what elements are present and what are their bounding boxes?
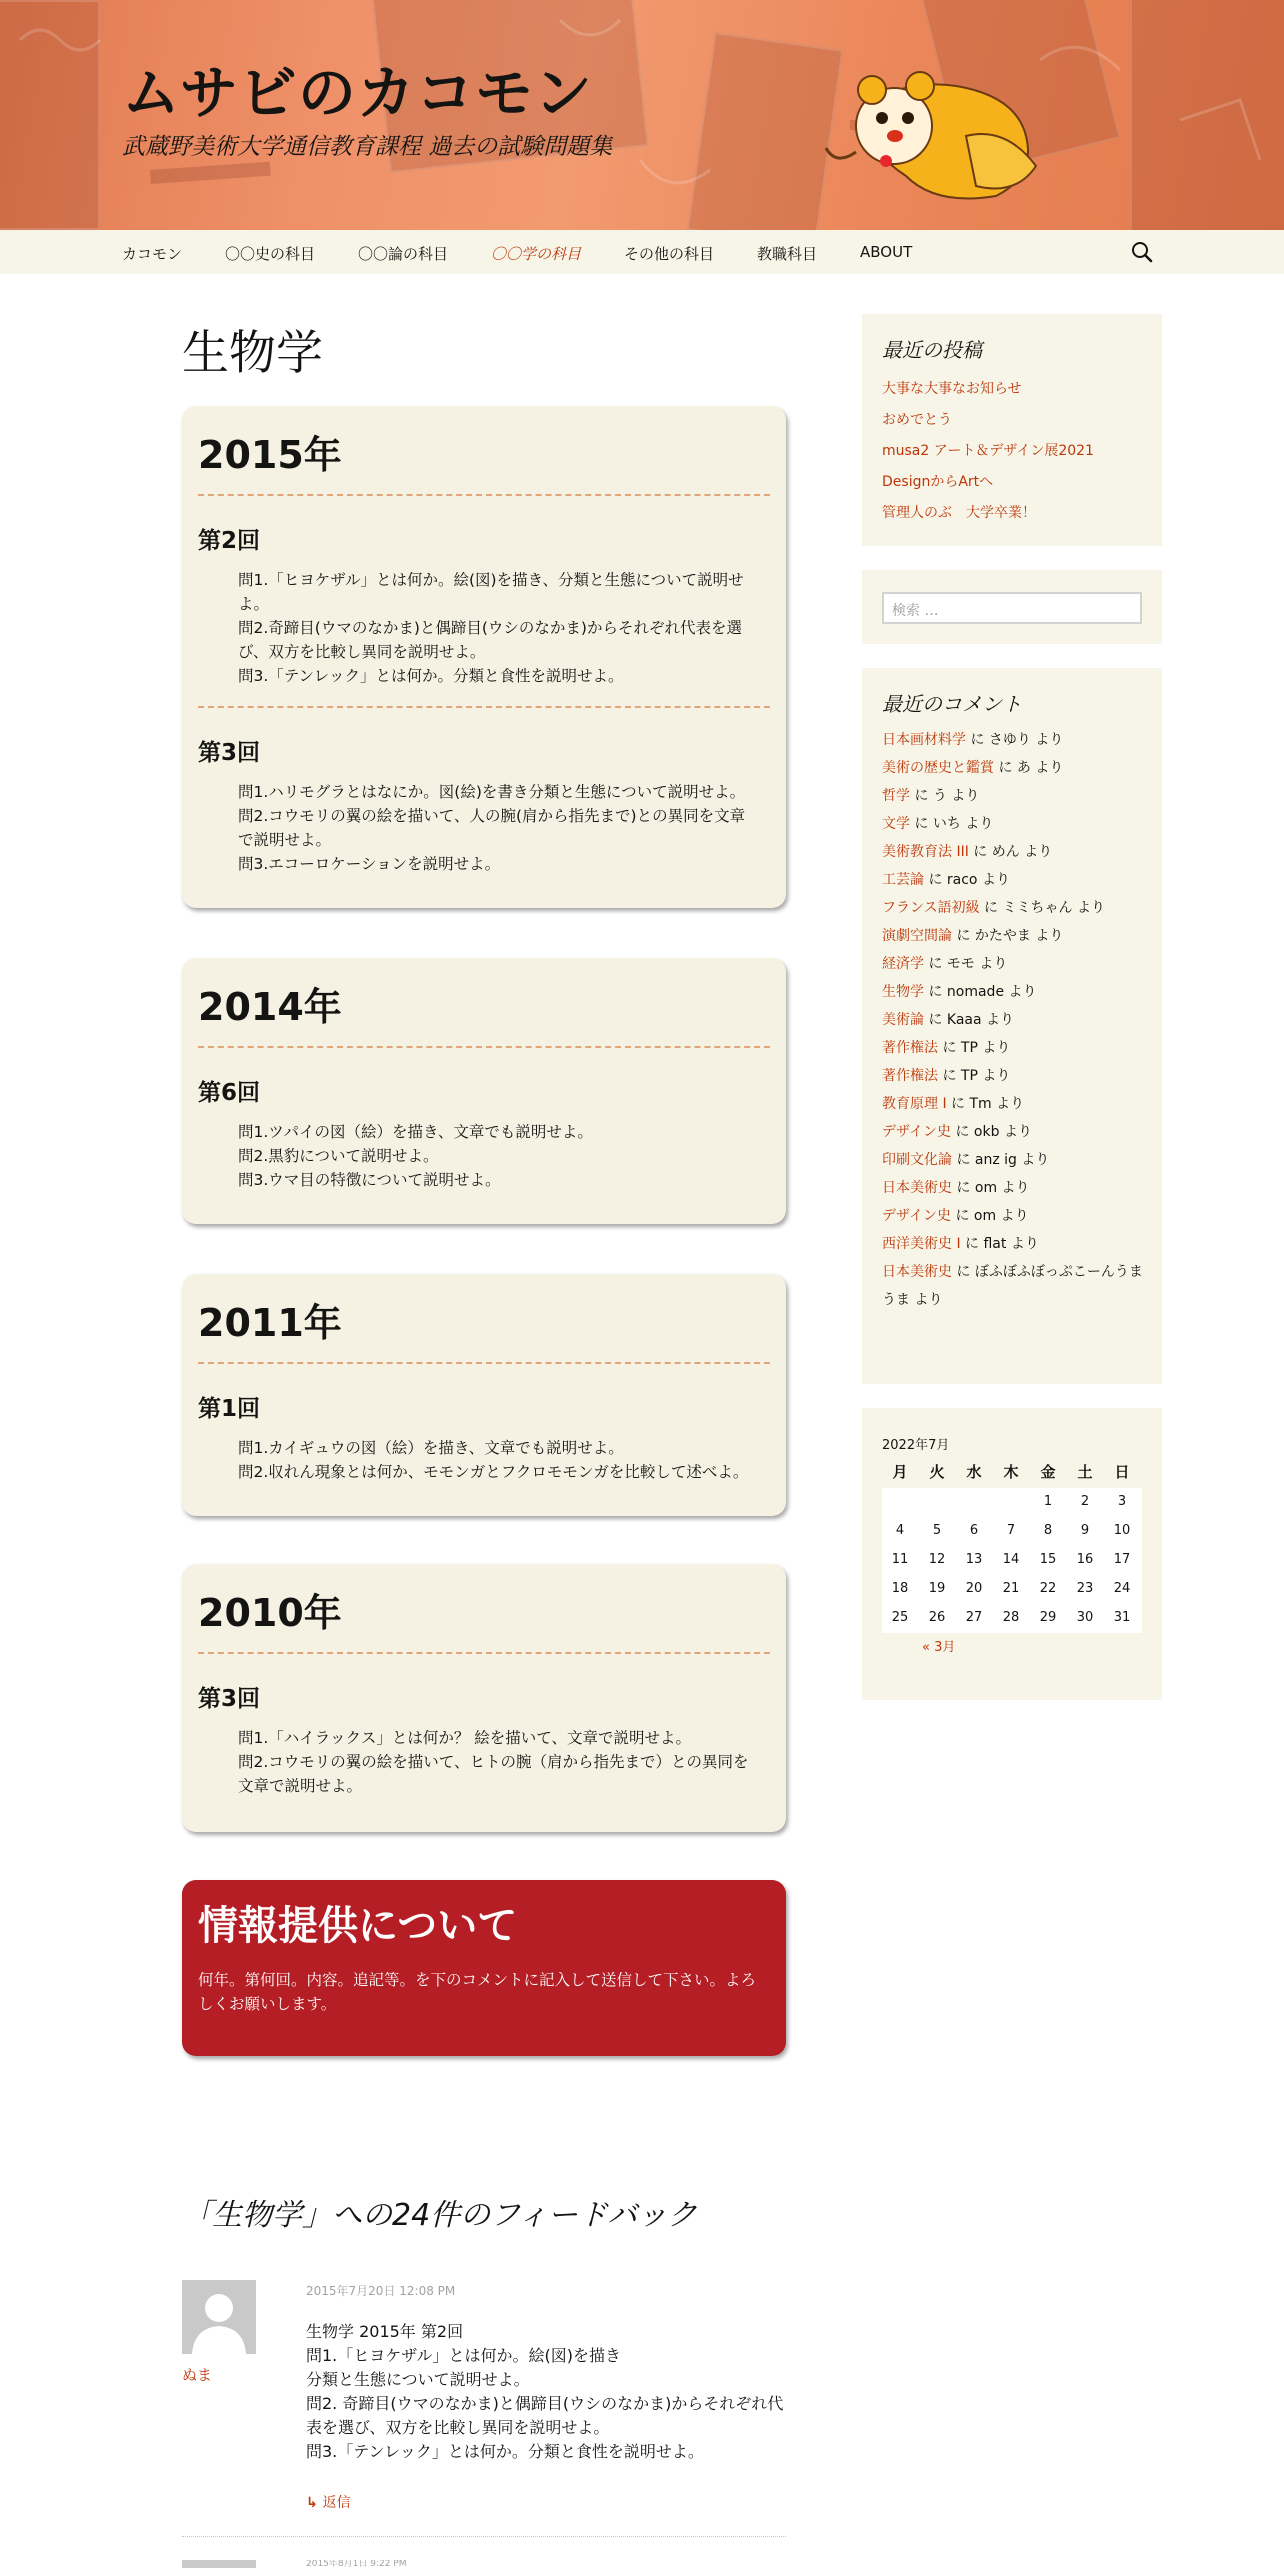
recent-post-link[interactable]: 管理人のぶ 大学卒業！ — [882, 505, 1036, 521]
question-item: 問2.収れん現象とは何か、モモンガとフクロモモンガを比較して述べよ。 — [238, 1463, 749, 1481]
calendar-day: 21 — [1002, 1581, 1020, 1596]
question-item: 問3.「テンレック」とは何か。分類と食性を説明せよ。 — [238, 667, 624, 685]
nav-item-science-subjects[interactable]: 〇〇学の科目 — [491, 245, 582, 263]
comment-date[interactable]: 2015年8月1日 9:22 PM — [306, 2560, 407, 2568]
calendar-day: 4 — [895, 1523, 905, 1538]
recent-comment-item: 経済学 に モモ より — [882, 956, 1008, 972]
calendar-day: 26 — [928, 1610, 946, 1625]
calendar-day: 10 — [1113, 1523, 1131, 1538]
mascot-logo-icon — [816, 56, 1046, 216]
recent-comment-item: 哲学 に う より — [882, 788, 980, 804]
card-divider — [198, 1362, 770, 1364]
recent-comment-item: 工芸論 に raco より — [882, 872, 1010, 888]
search-widget — [862, 570, 1162, 644]
question-item: 問1.ツパイの図（絵）を描き、文章でも説明せよ。 — [238, 1123, 593, 1141]
recent-comment-item: 著作権法 に TP より — [882, 1040, 1011, 1056]
card-divider — [198, 1652, 770, 1654]
widget-title: 最近の投稿 — [882, 338, 982, 362]
calendar-weekday: 木 — [1003, 1463, 1019, 1481]
reply-label: 返信 — [322, 2495, 351, 2511]
calendar-day: 17 — [1113, 1552, 1131, 1567]
recent-comment-item: 著作権法 に TP より — [882, 1068, 1011, 1084]
calendar-day: 12 — [928, 1552, 946, 1567]
recent-comment-item: 西洋美術史 I に flat より — [882, 1236, 1039, 1252]
card-round: 第1回 — [198, 1396, 261, 1422]
recent-comment-item: 印刷文化論 に anz ig より — [882, 1152, 1050, 1168]
comment-author[interactable]: ぬま — [182, 2366, 213, 2384]
calendar-weekday: 日 — [1114, 1463, 1130, 1481]
calendar-day: 28 — [1002, 1610, 1020, 1625]
calendar-day: 8 — [1043, 1523, 1053, 1538]
question-item: 問2.コウモリの翼の絵を描いて、ヒトの腕（肩から指先まで）との異同を文章で説明せよ。 — [238, 1753, 749, 1795]
card-round: 第2回 — [198, 528, 261, 554]
site-description: 武蔵野美術大学通信教育課程 過去の試験問題集 — [122, 134, 613, 160]
recent-comment-post-link[interactable]: 演劇空間論 — [882, 928, 952, 944]
search-icon[interactable] — [1130, 240, 1154, 264]
calendar-caption: 2022年7月 — [882, 1438, 950, 1453]
recent-comment-item: デザイン史 に okb より — [882, 1124, 1032, 1140]
card-year: 2014年 — [198, 985, 342, 1029]
nav-item-history-subjects[interactable]: 〇〇史の科目 — [225, 245, 316, 263]
calendar-day: 6 — [969, 1523, 979, 1538]
recent-post-link[interactable]: DesignからArtへ — [882, 474, 994, 490]
question-list — [238, 1726, 758, 1798]
recent-comment-post-link[interactable]: 著作権法 — [882, 1068, 938, 1084]
year-card-2014 — [182, 958, 786, 1224]
question-list — [238, 568, 758, 688]
recent-comment-post-link[interactable]: 印刷文化論 — [882, 1152, 952, 1168]
calendar-weekday: 月 — [892, 1463, 908, 1481]
comments-title: 「生物学」への24件のフィードバック — [182, 2198, 698, 2233]
recent-comment-post-link[interactable]: 日本美術史 — [882, 1264, 952, 1280]
year-card-2010 — [182, 1564, 786, 1832]
recent-comment-post-link[interactable]: 哲学 — [882, 788, 910, 804]
question-list — [238, 780, 758, 876]
calendar-day: 30 — [1076, 1610, 1094, 1625]
recent-comment-post-link[interactable]: デザイン史 — [882, 1124, 952, 1140]
calendar-widget — [862, 1408, 1162, 1700]
recent-comment-post-link[interactable]: 経済学 — [882, 956, 924, 972]
recent-posts-widget — [862, 314, 1162, 546]
calendar-day: 22 — [1039, 1581, 1057, 1596]
recent-comment-item: 日本画材料学 に さゆり より — [882, 732, 1064, 748]
question-item: 問2.コウモリの翼の絵を描いて、人の腕(肩から指先まで)との異同を文章で説明せよ。 — [238, 807, 746, 849]
default-avatar-icon — [182, 2280, 256, 2354]
calendar-day: 13 — [965, 1552, 983, 1567]
recent-comment-item: 美術教育法 III に めん より — [882, 844, 1053, 860]
recent-comment-post-link[interactable]: 美術の歴史と鑑賞 — [882, 760, 994, 776]
calendar-day: 16 — [1076, 1552, 1094, 1567]
question-list — [238, 1120, 758, 1192]
comment-line: 問1.「ヒヨケザル」とは何か。絵(図)を描き — [306, 2346, 621, 2365]
comment-body — [306, 2320, 792, 2464]
card-round: 第3回 — [198, 740, 261, 766]
reply-link[interactable] — [306, 2492, 351, 2512]
card-year: 2011年 — [198, 1301, 342, 1345]
recent-post-link[interactable]: musa2 アート＆デザイン展2021 — [882, 443, 1094, 459]
card-divider — [198, 706, 770, 708]
recent-comment-item: 文学 に いち より — [882, 816, 994, 832]
calendar-prev-link[interactable]: « 3月 — [922, 1640, 956, 1655]
calendar-day: 31 — [1113, 1610, 1131, 1625]
year-card-2011 — [182, 1274, 786, 1516]
recent-comment-item: 美術論 に Kaaa より — [882, 1012, 1015, 1028]
calendar-day: 27 — [965, 1610, 983, 1625]
calendar-day: 23 — [1076, 1581, 1094, 1596]
card-year: 2015年 — [198, 433, 342, 477]
question-item: 問1.「ヒヨケザル」とは何か。絵(図)を描き、分類と生態について説明せよ。 — [238, 571, 744, 613]
calendar-day: 15 — [1039, 1552, 1057, 1567]
recent-comment-post-link[interactable]: 日本画材料学 — [882, 732, 966, 748]
question-list — [238, 1436, 758, 1484]
card-round: 第6回 — [198, 1080, 261, 1106]
recent-comment-post-link[interactable]: 美術論 — [882, 1012, 924, 1028]
recent-comment-post-link[interactable]: 文学 — [882, 816, 910, 832]
card-round: 第3回 — [198, 1686, 261, 1712]
recent-comment-item: 美術の歴史と鑑賞 に あ より — [882, 760, 1064, 776]
info-title: 情報提供について — [198, 1903, 518, 1949]
question-item: 問1.カイギュウの図（絵）を描き、文章でも説明せよ。 — [238, 1439, 624, 1457]
recent-comment-item: 演劇空間論 に かたやま より — [882, 928, 1064, 944]
recent-comment-post-link[interactable]: 工芸論 — [882, 872, 924, 888]
question-item: 問2.黒豹について説明せよ。 — [238, 1147, 439, 1165]
comment-line: 生物学 2015年 第2回 — [306, 2322, 464, 2341]
calendar-day: 14 — [1002, 1552, 1020, 1567]
reply-arrow-icon: ↳ — [306, 2495, 323, 2511]
search-input[interactable]: 検索 … — [882, 592, 1142, 624]
info-text: 何年。第何回。内容。追記等。を下のコメントに記入して送信して下さい。よろしくお願いします。 — [198, 1971, 757, 2013]
calendar-day: 18 — [891, 1581, 909, 1596]
question-item: 問1.「ハイラックス」とは何か？ 絵を描いて、文章で説明せよ。 — [238, 1729, 691, 1747]
recent-comment-item: 日本美術史 に om より — [882, 1180, 1030, 1196]
recent-comment-post-link[interactable]: 著作権法 — [882, 1040, 938, 1056]
recent-post-link[interactable]: 大事な大事なお知らせ — [882, 381, 1022, 397]
card-year: 2010年 — [198, 1591, 342, 1635]
recent-comments-widget — [862, 668, 1162, 1384]
calendar-weekday: 火 — [929, 1463, 945, 1481]
recent-post-link[interactable]: おめでとう — [882, 412, 952, 428]
nav-item-other-subjects[interactable]: その他の科目 — [624, 245, 715, 263]
avatar — [182, 2280, 256, 2354]
recent-comment-item: デザイン史 に om より — [882, 1208, 1029, 1224]
comment-date[interactable]: 2015年7月20日 12:08 PM — [306, 2284, 456, 2298]
recent-comment-item: 日本美術史 に ぼふぼふぼっぷこーんうまうま より — [882, 1264, 1143, 1308]
calendar-day: 7 — [1006, 1523, 1016, 1538]
calendar-day: 5 — [932, 1523, 942, 1538]
calendar-day: 3 — [1117, 1494, 1127, 1509]
site-header — [0, 0, 1284, 230]
recent-comments-list — [882, 726, 1146, 1314]
calendar-weekday: 土 — [1077, 1463, 1093, 1481]
recent-comment-post-link[interactable]: 教育原理 I — [882, 1096, 947, 1112]
recent-comment-post-link[interactable]: 生物学 — [882, 984, 924, 1000]
recent-comment-post-link[interactable]: 美術教育法 III — [882, 844, 969, 860]
card-divider — [198, 494, 770, 496]
recent-comment-post-link[interactable]: フランス語初級 — [882, 900, 980, 916]
avatar — [182, 2560, 256, 2568]
comment-line: 問3.「テンレック」とは何か。分類と食性を説明せよ。 — [306, 2442, 704, 2461]
calendar-weekday: 金 — [1040, 1463, 1056, 1481]
nav-item-kakomon[interactable]: カコモン — [122, 245, 183, 263]
question-item: 問3.エコーロケーションを説明せよ。 — [238, 855, 501, 873]
nav-item-about[interactable]: ABOUT — [860, 243, 913, 261]
comment-line: 問2. 奇蹄目(ウマのなかま)と偶蹄目(ウシのなかま)からそれぞれ代表を選び、双方を比較し異同を説明せよ。 — [306, 2394, 784, 2437]
info-provision-card — [182, 1880, 786, 2056]
calendar-day: 25 — [891, 1610, 909, 1625]
recent-comment-item: フランス語初級 に ミミちゃん より — [882, 900, 1105, 916]
recent-comment-post-link[interactable]: デザイン史 — [882, 1208, 952, 1224]
year-card-2015 — [182, 406, 786, 908]
page-title: 生物学 — [182, 326, 323, 381]
question-item: 問3.ウマ目の特徴について説明せよ。 — [238, 1171, 501, 1189]
calendar-day: 9 — [1080, 1523, 1090, 1538]
card-divider — [198, 1046, 770, 1048]
calendar-day: 2 — [1080, 1494, 1090, 1509]
recent-comment-item: 教育原理 I に Tm より — [882, 1096, 1025, 1112]
nav-item-theory-subjects[interactable]: 〇〇論の科目 — [358, 245, 449, 263]
recent-comment-post-link[interactable]: 日本美術史 — [882, 1180, 952, 1196]
calendar-day: 11 — [891, 1552, 909, 1567]
site-title[interactable]: ムサビのカコモン — [122, 59, 593, 127]
question-item: 問1.ハリモグラとはなにか。図(絵)を書き分類と生態について説明せよ。 — [238, 783, 746, 801]
calendar-day: 24 — [1113, 1581, 1131, 1596]
recent-comment-post-link[interactable]: 西洋美術史 I — [882, 1236, 961, 1252]
comment-line: 分類と生態について説明せよ。 — [306, 2370, 530, 2389]
nav-item-teaching-subjects[interactable]: 教職科目 — [757, 245, 818, 263]
question-item: 問2.奇蹄目(ウマのなかま)と偶蹄目(ウシのなかま)からそれぞれ代表を選び、双方を比較し異同を説明せよ。 — [238, 619, 742, 661]
calendar-day: 19 — [928, 1581, 946, 1596]
calendar-day: 1 — [1043, 1494, 1053, 1509]
main-navigation — [0, 230, 1284, 274]
calendar-day: 29 — [1039, 1610, 1057, 1625]
calendar-day: 20 — [965, 1581, 983, 1596]
recent-comment-item: 生物学 に nomade より — [882, 984, 1037, 1000]
comment-divider — [182, 2536, 786, 2537]
widget-title: 最近のコメント — [882, 692, 1022, 716]
calendar-weekday: 水 — [966, 1463, 982, 1481]
